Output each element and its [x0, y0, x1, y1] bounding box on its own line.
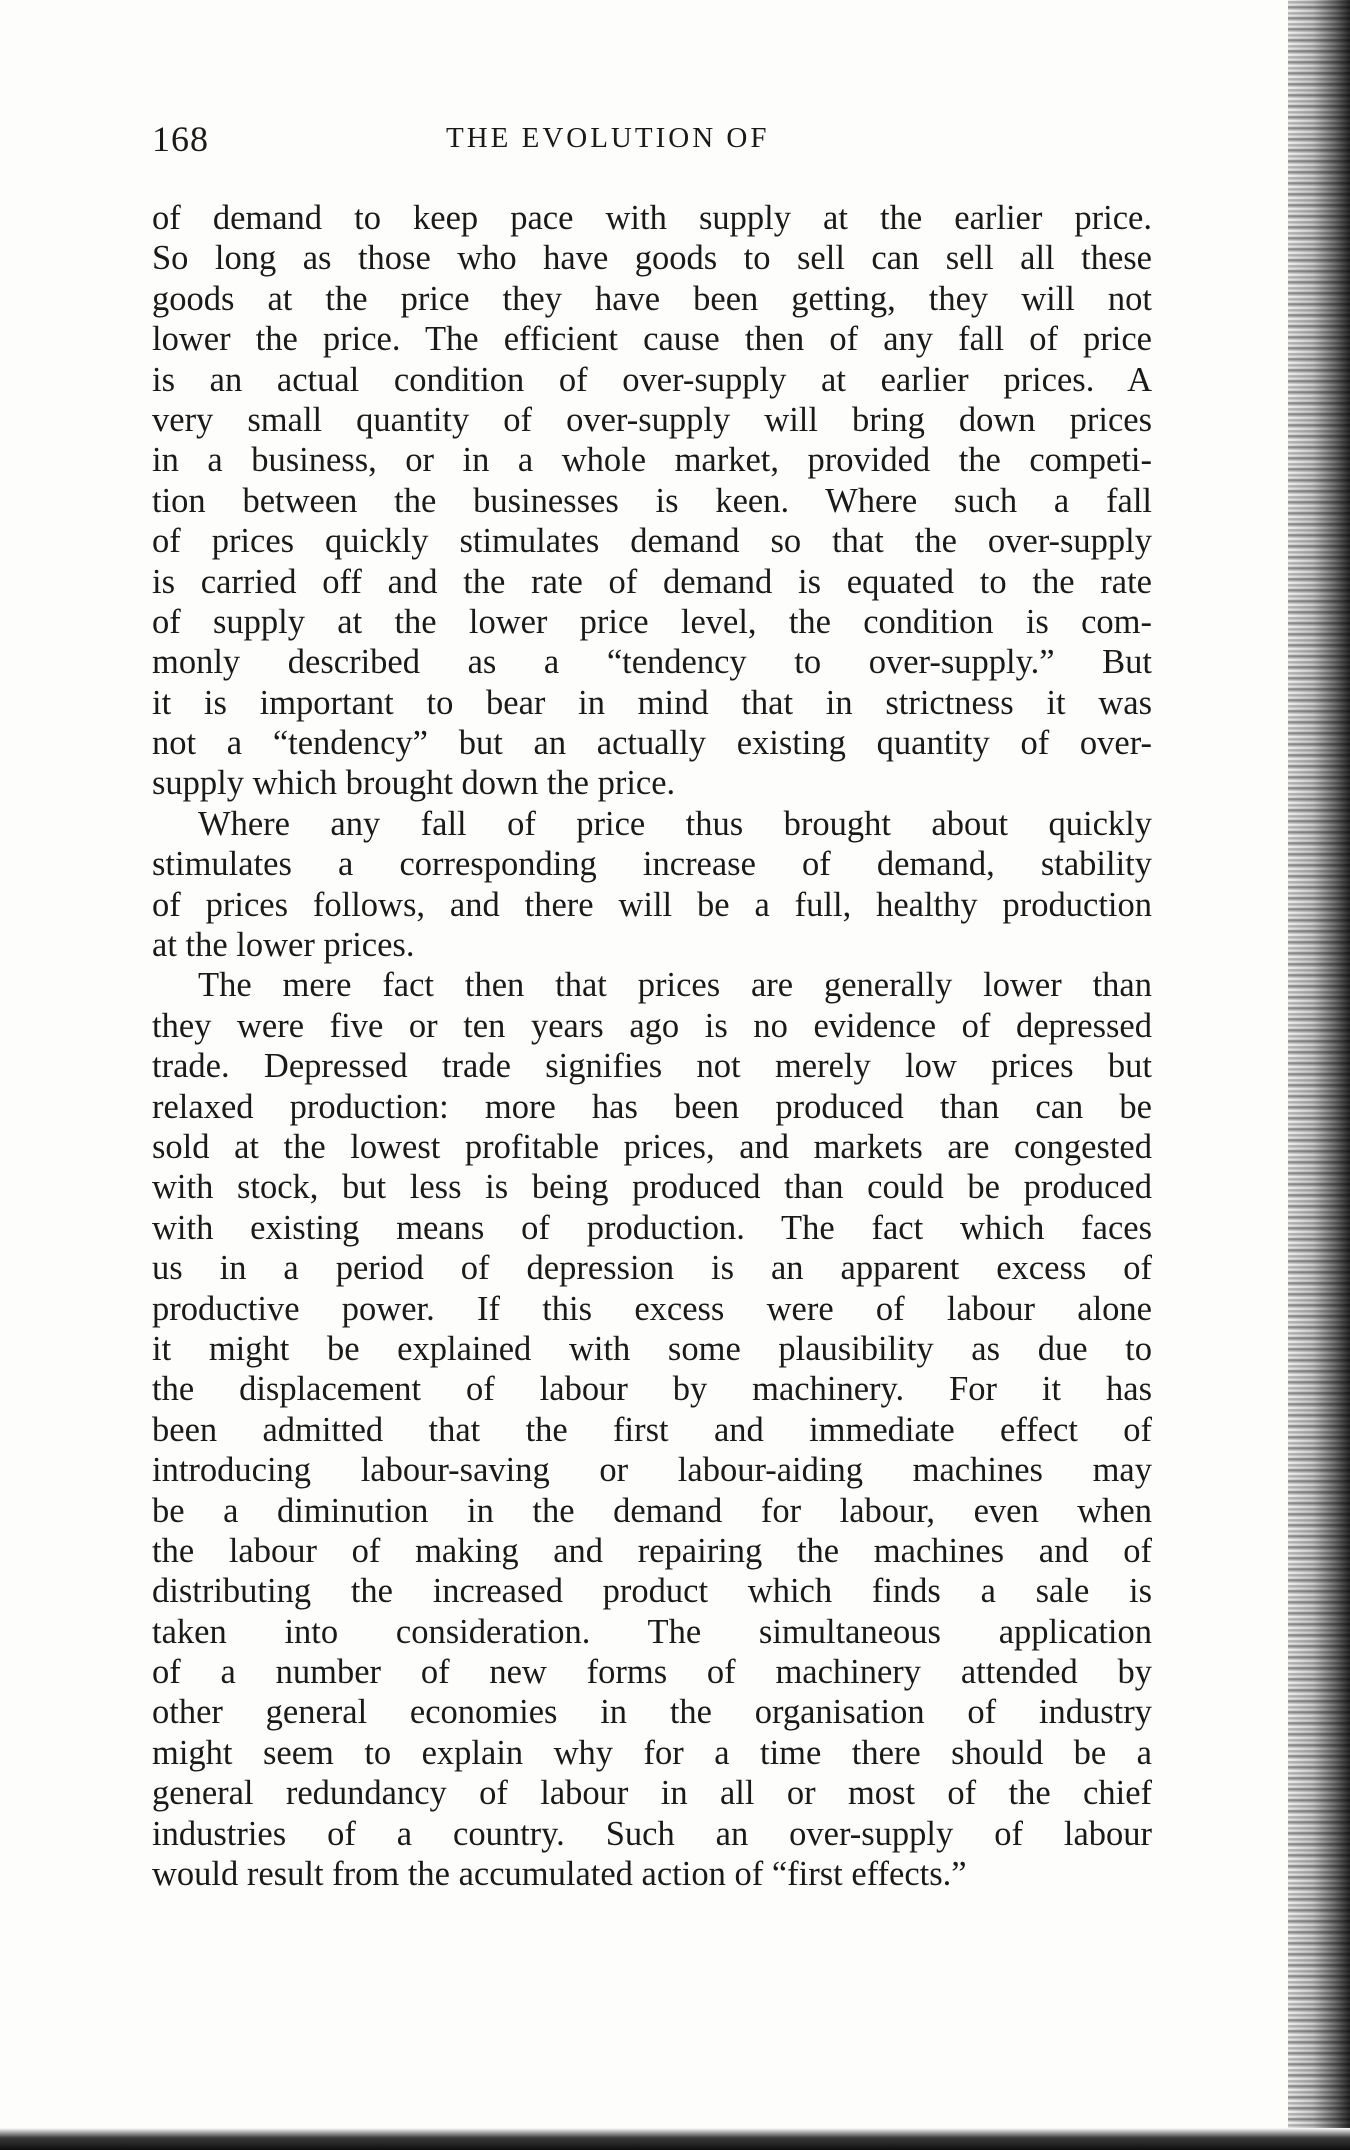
- text-line: industries of a country. Such an over-supply of labour: [152, 1814, 1152, 1853]
- text-line: The mere fact then that prices are generally lower than: [198, 966, 1152, 1005]
- text-line: of a number of new forms of machinery attended by: [152, 1653, 1152, 1692]
- text-line: been admitted that the first and immediate effect of: [152, 1410, 1152, 1449]
- running-title: THE EVOLUTION OF: [446, 122, 770, 154]
- text-line: in a business, or in a whole market, provided the competi-: [152, 441, 1152, 480]
- text-line: not a “tendency” but an actually existing quantity of over-: [152, 724, 1152, 763]
- bottom-edge-shadow: [0, 2128, 1350, 2150]
- text-line: monly described as a “tendency to over-supply.” But: [152, 643, 1152, 682]
- text-line: stimulates a corresponding increase of demand, stability: [152, 845, 1152, 884]
- text-line: sold at the lowest profitable prices, and markets are congested: [152, 1127, 1152, 1166]
- text-line: of demand to keep pace with supply at the earlier price.: [152, 199, 1152, 237]
- text-line: at the lower prices.: [152, 926, 415, 965]
- text-line: would result from the accumulated action of “first effects.”: [152, 1855, 967, 1894]
- text-line: be a diminution in the demand for labour, even when: [152, 1491, 1152, 1530]
- text-line: is carried off and the rate of demand is equated to the rate: [152, 562, 1152, 601]
- body-text: [152, 198, 1152, 1894]
- text-line: with existing means of production. The fact which faces: [152, 1208, 1152, 1247]
- page-edge-shadow: [1288, 0, 1350, 2150]
- running-head: [152, 118, 1152, 168]
- text-line: supply which brought down the price.: [152, 764, 676, 803]
- text-line: distributing the increased product which finds a sale is: [152, 1572, 1152, 1611]
- text-line: So long as those who have goods to sell can sell all these: [152, 239, 1152, 278]
- text-line: it might be explained with some plausibility as due to: [152, 1329, 1152, 1368]
- text-line: introducing labour-saving or labour-aiding machines may: [152, 1451, 1152, 1490]
- text-line: it is important to bear in mind that in strictness it was: [152, 683, 1152, 722]
- text-line: of supply at the lower price level, the condition is com-: [152, 602, 1152, 641]
- page-number: 168: [152, 119, 209, 159]
- text-line: relaxed production: more has been produced than can be: [152, 1087, 1152, 1126]
- text-line: other general economies in the organisation of industry: [152, 1693, 1152, 1732]
- text-line: general redundancy of labour in all or most of the chief: [152, 1774, 1152, 1813]
- text-line: goods at the price they have been getting, they will not: [152, 279, 1152, 318]
- text-line: is an actual condition of over-supply at earlier prices. A: [152, 360, 1152, 399]
- text-line: very small quantity of over-supply will bring down prices: [152, 400, 1152, 439]
- text-line: the displacement of labour by machinery. For it has: [152, 1370, 1152, 1409]
- text-line: taken into consideration. The simultaneous application: [152, 1612, 1152, 1651]
- text-line: with stock, but less is being produced than could be produced: [152, 1168, 1152, 1207]
- text-line: of prices quickly stimulates demand so that the over-supply: [152, 522, 1152, 561]
- text-line: might seem to explain why for a time there should be a: [152, 1733, 1152, 1772]
- text-line: productive power. If this excess were of labour alone: [152, 1289, 1152, 1328]
- text-line: trade. Depressed trade signifies not merely low prices but: [152, 1047, 1152, 1086]
- text-line: Where any fall of price thus brought about quickly: [198, 804, 1152, 843]
- text-line: they were five or ten years ago is no evidence of depressed: [152, 1006, 1152, 1045]
- text-line: the labour of making and repairing the machines and of: [152, 1531, 1152, 1570]
- text-line: of prices follows, and there will be a full, healthy production: [152, 885, 1152, 924]
- text-line: tion between the businesses is keen. Where such a fall: [152, 481, 1152, 520]
- text-line: lower the price. The efficient cause then of any fall of price: [152, 320, 1152, 359]
- text-line: us in a period of depression is an apparent excess of: [152, 1249, 1152, 1288]
